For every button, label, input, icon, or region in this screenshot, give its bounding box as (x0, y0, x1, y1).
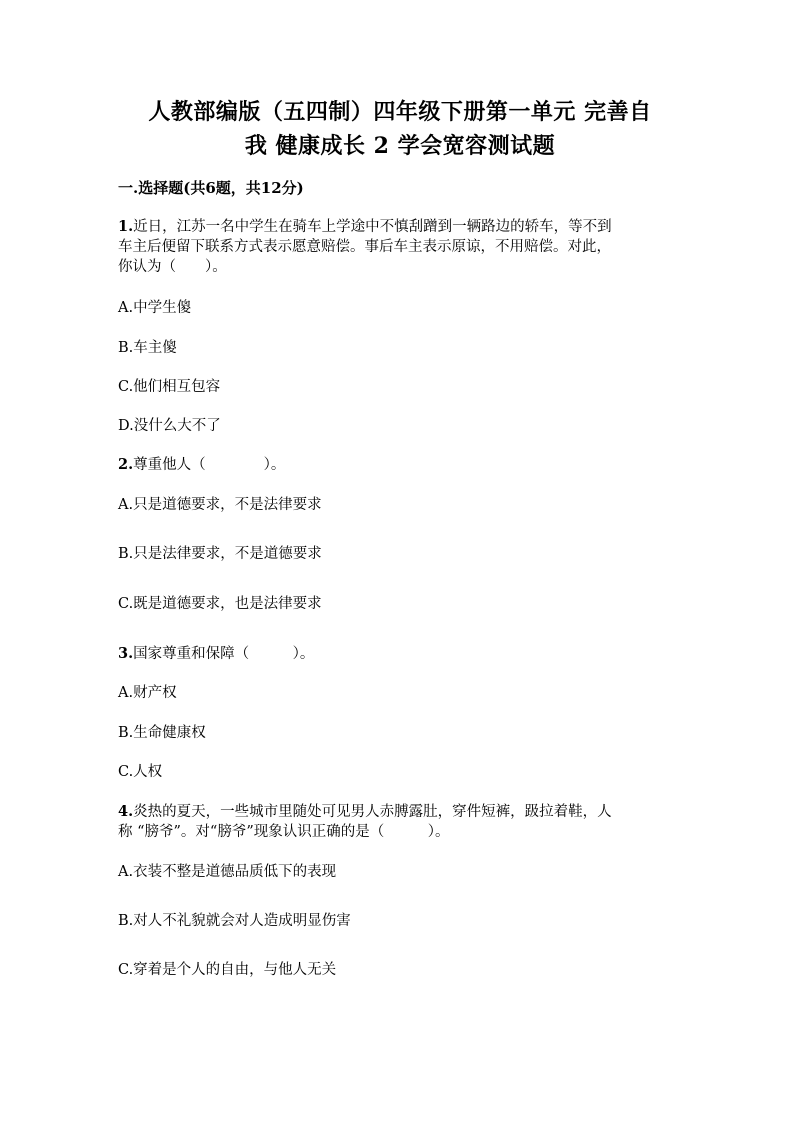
question-number: 1. (118, 218, 134, 235)
question-line (118, 644, 688, 664)
question-1-option-b: B.车主傻 (118, 340, 177, 356)
question-text: 炎热的夏天，一些城市里随处可见男人赤膊露肚，穿件短裤，趿拉着鞋，人 (133, 804, 612, 820)
question-2-option-b: B.只是法律要求，不是道德要求 (118, 546, 322, 562)
question-text: 尊重他人（ ）。 (133, 457, 286, 473)
question-line (118, 217, 688, 237)
question-3 (118, 644, 688, 664)
question-text: 国家尊重和保障（ ）。 (133, 646, 315, 662)
question-4-option-a: A.衣装不整是道德品质低下的表现 (118, 864, 337, 880)
title-line-1: 人教部编版（五四制）四年级下册第一单元 完善自 (148, 99, 652, 125)
question-line: 称 “膀爷”。对“膀爷”现象认识正确的是（ ）。 (118, 824, 450, 840)
question-4-option-c: C.穿着是个人的自由，与他人无关 (118, 962, 337, 978)
document-title (110, 95, 690, 163)
question-2-option-a: A.只是道德要求，不是法律要求 (118, 497, 322, 513)
question-number: 3. (118, 645, 134, 662)
question-line: 你认为（ ）。 (118, 259, 227, 275)
section-heading: 一.选择题(共6题，共12分) (118, 179, 304, 197)
question-1-option-a: A.中学生傻 (118, 300, 192, 316)
question-number: 2. (118, 456, 134, 473)
question-1-option-c: C.他们相互包容 (118, 379, 221, 395)
question-1-option-d: D.没什么大不了 (118, 418, 221, 434)
question-4 (118, 802, 688, 842)
question-text: 近日，江苏一名中学生在骑车上学途中不慎刮蹭到一辆路边的轿车，等不到 (133, 219, 612, 235)
question-2-option-c: C.既是道德要求，也是法律要求 (118, 596, 322, 612)
question-line (118, 802, 688, 822)
question-1 (118, 217, 688, 277)
question-2 (118, 455, 688, 475)
question-4-option-b: B.对人不礼貌就会对人造成明显伤害 (118, 913, 351, 929)
question-3-option-c: C.人权 (118, 764, 163, 780)
title-line-2: 我 健康成长 2 学会宽容测试题 (244, 133, 556, 159)
question-line: 车主后便留下联系方式表示愿意赔偿。事后车主表示原谅，不用赔偿。对此， (118, 239, 611, 255)
question-number: 4. (118, 803, 134, 820)
question-3-option-b: B.生命健康权 (118, 725, 206, 741)
question-line (118, 455, 688, 475)
question-3-option-a: A.财产权 (118, 685, 177, 701)
